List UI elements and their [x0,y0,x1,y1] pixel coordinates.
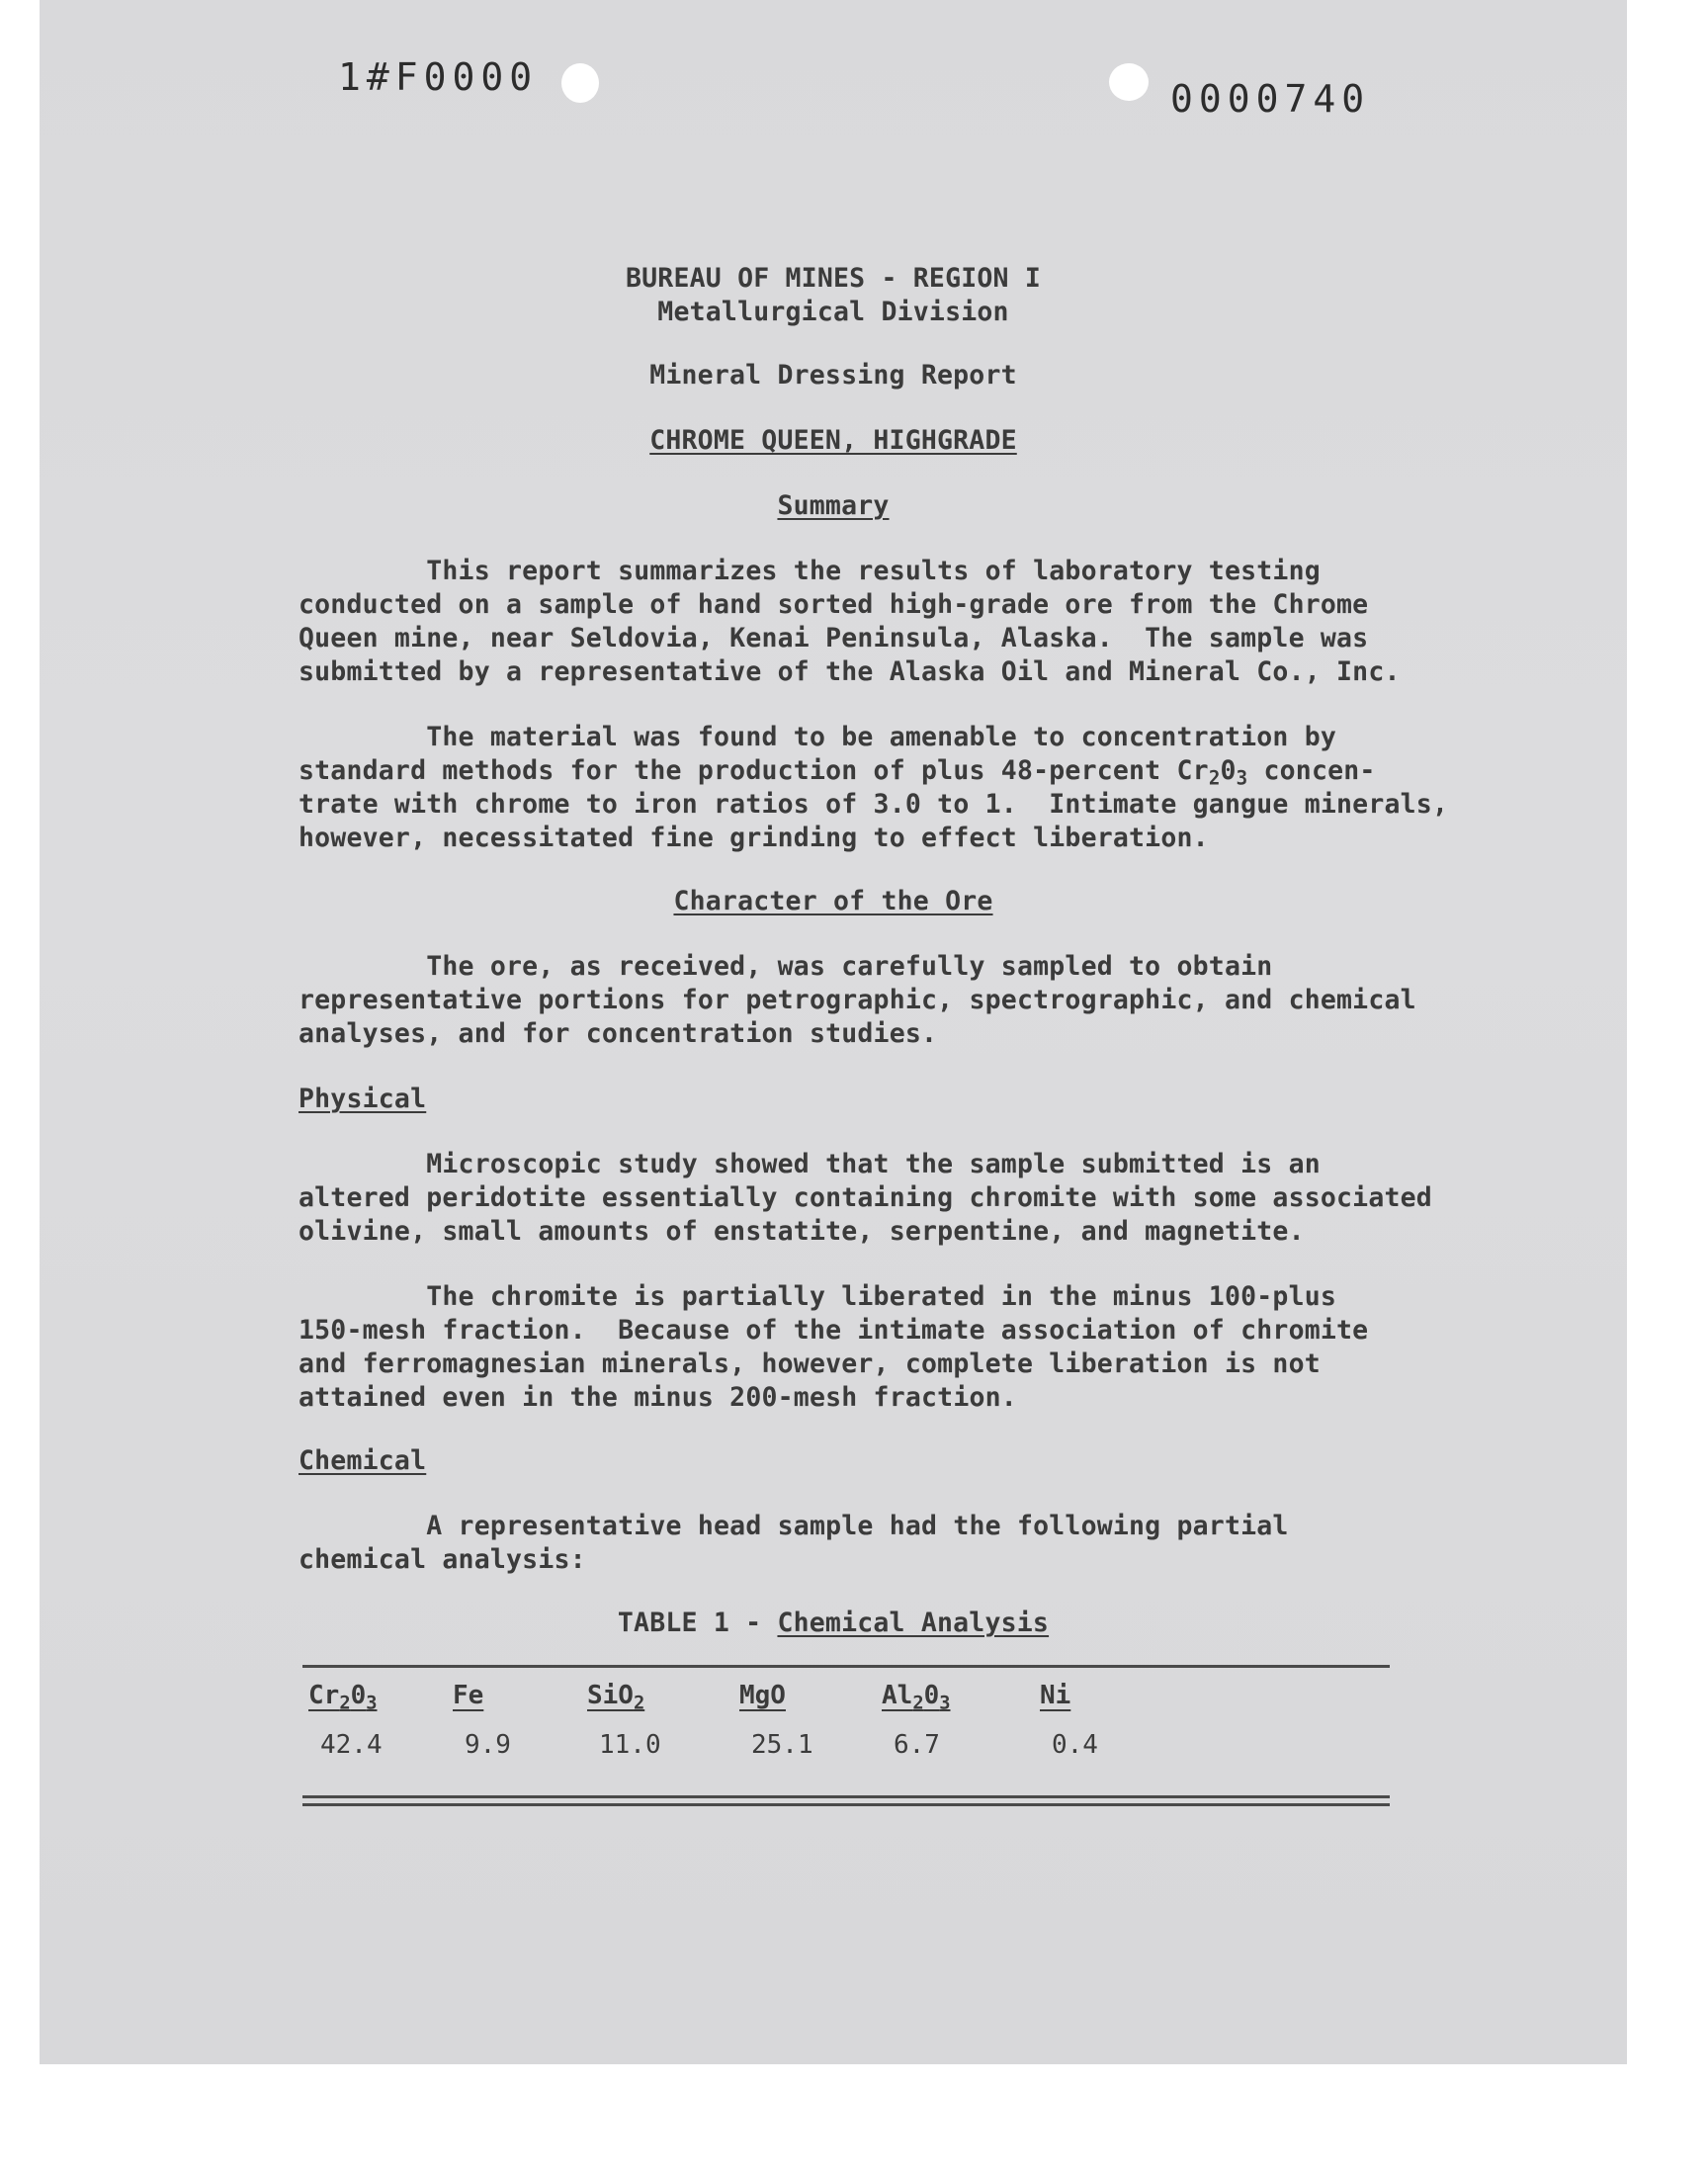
table-header-cell [739,1681,786,1710]
table-value-cell: 25.1 [751,1730,813,1760]
table-bottom-rule-1 [302,1795,1390,1798]
table-header-sub: 2 [912,1693,924,1714]
table-value-cell: 42.4 [320,1730,383,1760]
character-p1-line-3: analyses, and for concentration studies. [299,1018,938,1049]
summary-p2-sub-1: 2 [1208,767,1221,790]
summary-p1-line-4: submitted by a representative of the Alaska Oil and Mineral Co., Inc. [299,656,1401,687]
table-bottom-rule-2 [302,1803,1390,1806]
table-header-sub: 2 [633,1693,645,1714]
character-p1-line-2: representative portions for petrographic, spectrographic, and chemical [299,985,1416,1015]
summary-p2-line-2 [299,755,1376,790]
table-value-cell: 11.0 [599,1730,661,1760]
table-title-text: Chemical Analysis [777,1608,1050,1638]
chemical-p1-line-2: chemical analysis: [299,1544,586,1575]
table-header-base: Al [882,1681,913,1710]
punch-hole-right [1109,63,1149,101]
document-code-right: 0000740 [1170,77,1371,121]
table-header-cell [308,1681,378,1714]
summary-p2-line-1: The material was found to be amenable to concentration by [299,722,1337,752]
summary-p2-line-2-b: concen- [1247,755,1376,786]
title-division: Metallurgical Division [657,297,1009,327]
table-header-cell [587,1681,644,1714]
table-header-sub: 3 [366,1693,378,1714]
physical-p2-line-2: 150-mesh fraction. Because of the intimate association of chromite [299,1315,1369,1346]
table-top-rule [302,1665,1390,1668]
summary-p2-sub-2: 3 [1236,767,1248,790]
physical-heading [299,1084,426,1114]
character-heading-text: Character of the Ore [673,886,993,916]
physical-p2-line-3: and ferromagnesian minerals, however, complete liberation is not [299,1348,1321,1379]
physical-p2-line-1: The chromite is partially liberated in the minus 100-plus [299,1281,1337,1312]
title-mine [40,425,1627,456]
summary-heading-text: Summary [777,490,890,521]
table-header-base: SiO [587,1681,634,1710]
summary-p2-line-2-a: standard methods for the production of plus 48-percent Cr [299,755,1209,786]
table-header-base: Cr [308,1681,340,1710]
physical-p2-line-4: attained even in the minus 200-mesh fraction. [299,1382,1017,1413]
table-title [40,1608,1627,1638]
table-header-base: Ni [1040,1681,1071,1710]
table-header-sub: 3 [939,1693,951,1714]
summary-p1-line-3: Queen mine, near Seldovia, Kenai Peninsula, Alaska. The sample was [299,623,1369,653]
table-value-cell: 0.4 [1052,1730,1098,1760]
table-header-cell [453,1681,483,1710]
summary-p2-line-2-mid: 0 [1220,755,1237,786]
title-mine-text: CHROME QUEEN, HIGHGRADE [649,425,1017,456]
physical-p1-line-1: Microscopic study showed that the sample submitted is an [299,1149,1321,1179]
table-header-sub: 2 [339,1693,351,1714]
character-heading [40,886,1627,916]
document-page [40,0,1627,2064]
chemical-heading [299,1445,426,1476]
table-header-cell [882,1681,951,1714]
character-p1-line-1: The ore, as received, was carefully sampled to obtain [299,951,1273,982]
document-code-left: 1#F0000 [338,55,539,99]
physical-heading-text: Physical [299,1084,427,1114]
table-value-cell: 6.7 [894,1730,940,1760]
physical-p1-line-2: altered peridotite essentially containing chromite with some associated [299,1182,1432,1213]
summary-p1-line-2: conducted on a sample of hand sorted high-grade ore from the Chrome [299,589,1369,620]
title-bureau: BUREAU OF MINES - REGION I [625,263,1041,294]
title-report: Mineral Dressing Report [649,360,1017,391]
punch-hole-left [561,63,599,103]
summary-heading [40,490,1627,521]
summary-p1-line-1: This report summarizes the results of laboratory testing [299,556,1321,586]
table-header-mid: 0 [350,1681,367,1710]
physical-p1-line-3: olivine, small amounts of enstatite, serpentine, and magnetite. [299,1216,1305,1247]
table-header-base: Fe [453,1681,484,1710]
table-header-mid: 0 [923,1681,940,1710]
table-header-cell [1040,1681,1070,1710]
summary-p2-line-4: however, necessitated fine grinding to effect liberation. [299,823,1209,853]
table-header-base: MgO [739,1681,786,1710]
chemical-p1-line-1: A representative head sample had the following partial [299,1511,1289,1541]
table-value-cell: 9.9 [465,1730,511,1760]
chemical-heading-text: Chemical [299,1445,427,1476]
summary-p2-line-3: trate with chrome to iron ratios of 3.0 to 1. Intimate gangue minerals, [299,789,1449,820]
table-title-prefix: TABLE 1 - [617,1608,778,1638]
